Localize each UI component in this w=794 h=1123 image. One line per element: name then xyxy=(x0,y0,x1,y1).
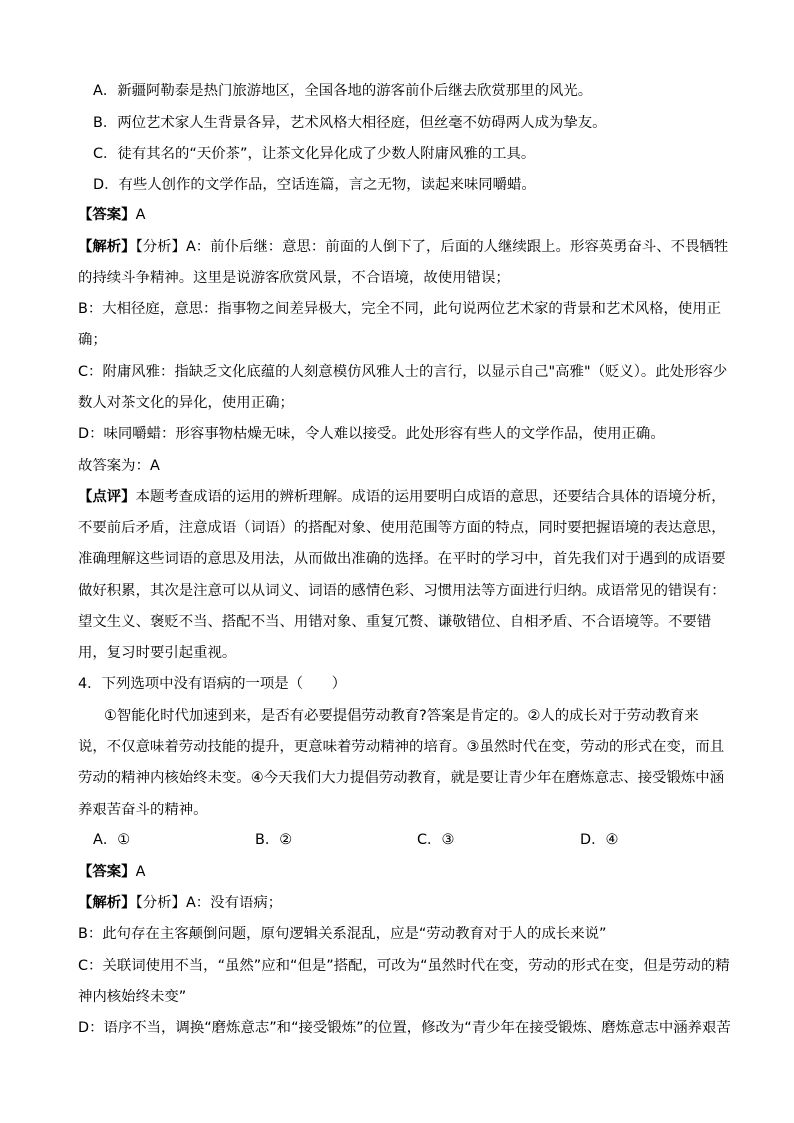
answer-tag: 【答案】 xyxy=(78,864,136,880)
q4-choice-a: A．① xyxy=(93,832,131,848)
q3-analysis-line: B：大相径庭，意思：指事物之间差异极大，完全不同，此句说两位艺术家的背景和艺术风格，使用正 xyxy=(78,301,722,317)
analysis-tag: 【解析】 xyxy=(78,239,136,255)
analysis-tag: 【解析】 xyxy=(78,895,136,911)
q3-answer xyxy=(78,205,738,225)
q3-analysis-line: 确； xyxy=(78,332,107,348)
q3-analysis-line: 数人对茶文化的异化，使用正确； xyxy=(78,395,294,411)
q3-comment-line: 用，复习时要引起重视。 xyxy=(78,645,237,661)
q3-comment-line: 不要前后矛盾，注意成语（词语）的搭配对象、使用范围等方面的特点，同时要把握语境的表达意思， xyxy=(78,520,726,536)
q4-passage-line: 劳动的精神内核始终未变。④今天我们大力提倡劳动教育，就是要让青少年在磨炼意志、接受锻炼中涵 xyxy=(78,770,725,786)
q4-choice-b: B．② xyxy=(255,832,293,848)
q3-analysis-line: 的持续斗争精神。这里是说游客欣赏风景，不合语境，故使用错误； xyxy=(78,270,510,286)
q3-analysis-line: 故答案为：A xyxy=(78,458,160,474)
q3-option-c: C．徒有其名的“天价茶”，让茶文化异化成了少数人附庸风雅的工具。 xyxy=(93,146,536,162)
answer-value: A xyxy=(135,207,146,223)
q4-stem: 4．下列选项中没有语病的一项是（ ） xyxy=(78,676,347,692)
comment-tag: 【点评】 xyxy=(78,489,136,505)
q4-passage-line: ①智能化时代加速到来，是否有必要提倡劳动教育?答案是肯定的。②人的成长对于劳动教育来 xyxy=(104,708,699,724)
q3-comment-line: 【点评】本题考查成语的运用的辨析理解。成语的运用要明白成语的意思，还要结合具体的语境分析， xyxy=(78,489,726,505)
q4-choice-d: D．④ xyxy=(580,832,619,848)
q4-analysis-line: C：关联词使用不当，“虽然”应和“但是”搭配，可改为“虽然时代在变，劳动的形式在变，但是劳动的精 xyxy=(78,958,730,974)
q3-comment-line: 准确理解这些词语的意思及用法，从而做出准确的选择。在平时的学习中，首先我们对于遇到的成语要 xyxy=(78,551,726,567)
answer-value: A xyxy=(135,864,146,880)
q4-choice-c: C．③ xyxy=(417,832,455,848)
q4-passage-line: 说，不仅意味着劳动技能的提升，更意味着劳动精神的培育。③虽然时代在变，劳动的形式在变，而且 xyxy=(78,739,725,755)
q4-analysis-line: 【解析】【分析】A：没有语病； xyxy=(78,895,283,911)
q4-analysis-line: D：语序不当，调换“磨炼意志”和“接受锻炼”的位置，修改为“青少年在接受锻炼、磨炼意志中涵养艰苦 xyxy=(78,1020,731,1036)
q4-answer xyxy=(78,862,738,882)
q3-option-d: D．有些人创作的文学作品，空话连篇，言之无物，读起来味同嚼蜡。 xyxy=(93,177,536,193)
q3-analysis-line: C：附庸风雅：指缺乏文化底蕴的人刻意模仿风雅人士的言行，以显示自己"高雅"（贬义）。此处形容少 xyxy=(78,364,728,380)
q4-analysis-line: B：此句存在主客颠倒问题，原句逻辑关系混乱，应是“劳动教育对于人的成长来说” xyxy=(78,926,607,942)
q3-analysis-line: 【解析】【分析】A：前仆后继：意思：前面的人倒下了，后面的人继续跟上。形容英勇奋斗、不畏牺牲 xyxy=(78,239,729,255)
q3-comment-line: 做好积累，其次是注意可以从词义、词语的感情色彩、习惯用法等方面进行归纳。成语常见的错误有： xyxy=(78,583,726,599)
q3-option-a: A．新疆阿勒泰是热门旅游地区，全国各地的游客前仆后继去欣赏那里的风光。 xyxy=(93,83,593,99)
answer-tag: 【答案】 xyxy=(78,207,136,223)
q3-comment-line: 望文生义、褒贬不当、搭配不当、用错对象、重复冗赘、谦敬错位、自相矛盾、不合语境等。不要错 xyxy=(78,614,712,630)
q4-analysis-line: 神内核始终未变” xyxy=(78,989,187,1005)
q4-passage-line: 养艰苦奋斗的精神。 xyxy=(78,802,208,818)
q3-option-b: B．两位艺术家人生背景各异，艺术风格大相径庭，但丝毫不妨碍两人成为挚友。 xyxy=(93,115,607,131)
q3-analysis-line: D：味同嚼蜡：形容事物枯燥无味，令人难以接受。此处形容有些人的文学作品，使用正确。 xyxy=(78,426,665,442)
